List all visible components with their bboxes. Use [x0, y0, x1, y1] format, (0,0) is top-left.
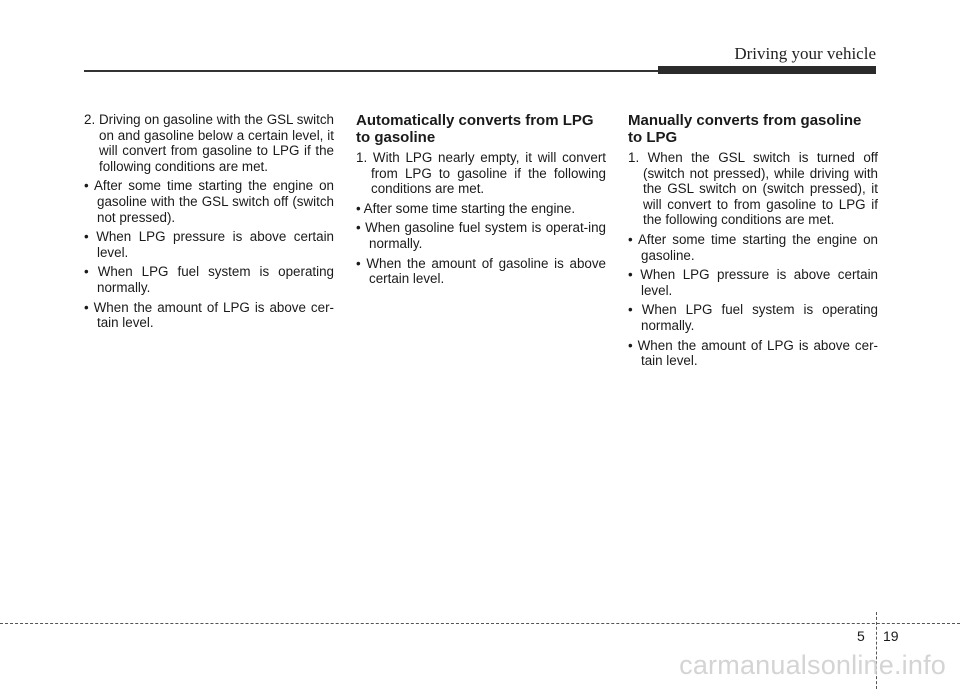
bullet-item: • When LPG fuel system is operating normally.	[84, 264, 334, 295]
footer-rule	[0, 623, 960, 624]
section-heading: Manually converts from gasoline to LPG	[628, 112, 862, 146]
bullet-item: • When LPG fuel system is operating normally.	[628, 302, 878, 333]
page-number: 19	[883, 628, 899, 644]
chapter-number: 5	[857, 628, 865, 644]
bullet-item: • After some time starting the engine on gasoline with the GSL switch off (switch not pressed).	[84, 178, 334, 225]
numbered-item: 1. With LPG nearly empty, it will convert from LPG to gasoline if the following conditions are met.	[356, 150, 606, 197]
section-title: Driving your vehicle	[734, 44, 876, 63]
bullet-item: • When gasoline fuel system is operat-ing normally.	[356, 220, 606, 251]
bullet-item: • When the amount of LPG is above cer-tain level.	[628, 337, 878, 369]
watermark: carmanualsonline.info	[679, 650, 946, 680]
column-3	[628, 112, 878, 373]
header-rule-thick	[658, 66, 876, 74]
bullet-item: • After some time starting the engine.	[356, 200, 576, 216]
bullet-item: • When the amount of gasoline is above certain level.	[356, 255, 606, 287]
bullet-item: • When LPG pressure is above certain level.	[628, 267, 878, 298]
column-2	[356, 112, 606, 291]
bullet-item: • After some time starting the engine on gasoline.	[628, 231, 878, 263]
numbered-item: 1. When the GSL switch is turned off (switch not pressed), while driving with the GSL switch on (switch pressed), it will convert to from gasoline to LPG if the following conditions are met.	[628, 150, 878, 228]
section-heading: Automatically converts from LPG to gasoline	[356, 112, 594, 146]
numbered-item: 2. Driving on gasoline with the GSL switch on and gasoline below a certain level, it will convert from gasoline to LPG if the following conditions are met.	[84, 112, 334, 174]
column-1	[84, 112, 334, 335]
bullet-item: • When the amount of LPG is above cer-tain level.	[84, 299, 334, 331]
bullet-item: • When LPG pressure is above certain level.	[84, 229, 334, 260]
